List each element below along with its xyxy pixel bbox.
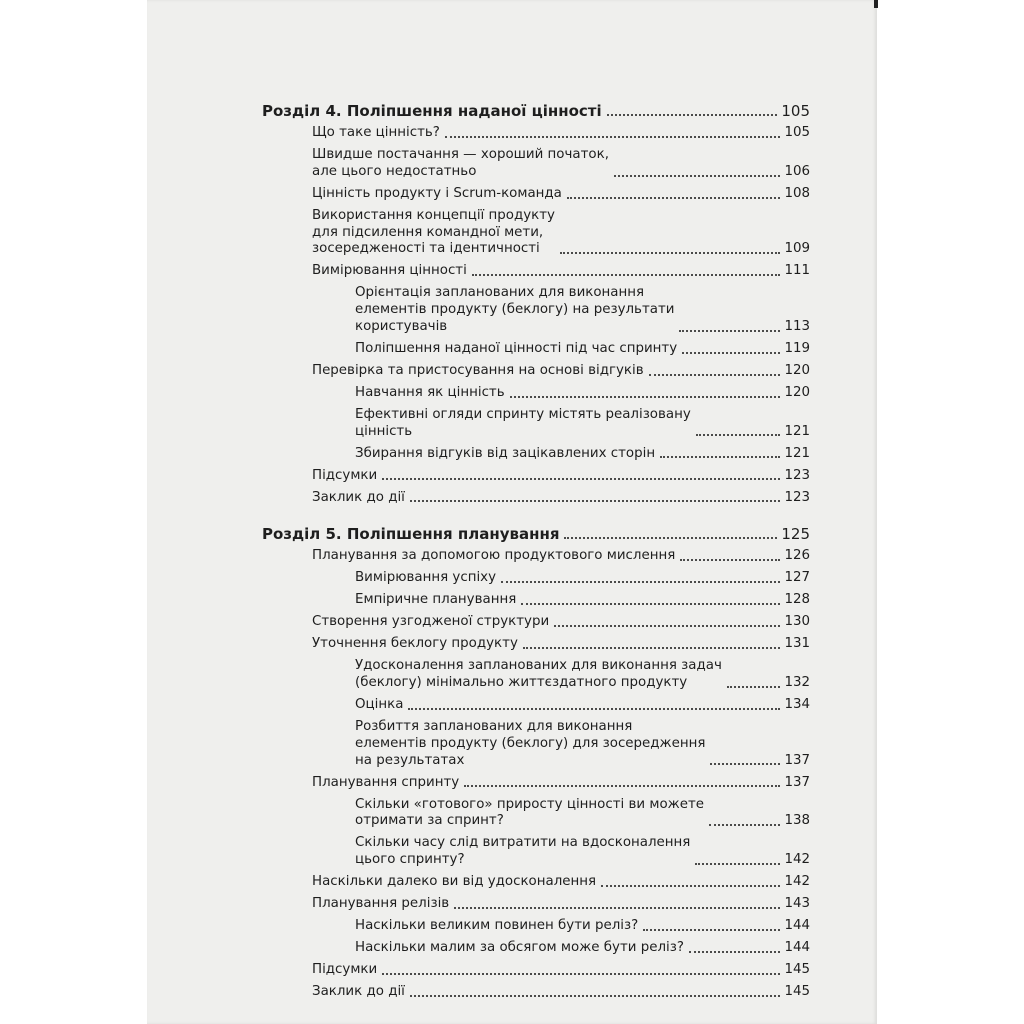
entry-title: Вимірювання цінності [312,263,467,279]
toc-section-entry [262,962,810,979]
toc-section-entry [262,186,810,203]
entry-title: Оцінка [355,697,404,713]
entry-title: Використання концепції продукту для підсилення командної мети, зосередженості та ідентичності [312,207,555,257]
dot-leader [680,559,780,561]
dot-leader [727,686,780,688]
entry-title: Створення узгодженої структури [312,614,550,630]
entry-title: Поліпшення наданої цінності під час спринту [355,340,678,356]
entry-title: Орієнтація запланованих для виконання елементів продукту (беклогу) на результати користувачів [355,285,675,334]
toc-section-entry [262,147,810,181]
dot-leader [696,434,780,436]
page-number: 137 [784,752,810,768]
dot-leader [695,863,780,865]
entry-title: Скільки часу слід витратити на вдосконалення цього спринту? [355,835,691,868]
entry-title: Наскільки великим повинен бути реліз? [355,918,639,934]
dot-leader [382,973,780,975]
dot-leader [560,252,780,254]
dot-leader [410,500,780,502]
page-number: 111 [784,263,810,279]
entry-title: Навчання як цінність [355,384,505,400]
dot-leader [643,929,780,931]
dot-leader [710,763,780,765]
entry-title: Підсумки [312,962,378,978]
toc-subsection-entry [262,570,810,587]
page-number: 113 [784,318,810,334]
toc-section-entry [262,548,810,565]
page-number: 128 [784,592,810,608]
toc-subsection-entry [262,385,810,402]
entry-title: Збирання відгуків від зацікавлених сторін [355,445,656,461]
page-number: 105 [781,102,810,120]
dot-leader [682,352,780,354]
entry-title: Заклик до дії [312,489,405,505]
dot-leader [564,537,777,539]
entry-title: Розбиття запланованих для виконання елементів продукту (беклогу) для зосередження на результатах [355,719,706,768]
page-number: 126 [784,548,810,564]
entry-title: Удосконалення запланованих для виконання задач (беклогу) мінімально життєздатного продукту [355,658,722,691]
entry-title: Підсумки [312,467,378,483]
toc-section-entry [262,490,810,507]
page-number: 143 [784,896,810,912]
entry-title: Вимірювання успіху [355,570,497,586]
page-number: 123 [784,489,810,505]
dot-leader [523,647,780,649]
toc-section-entry [262,614,810,631]
toc-section-entry [262,363,810,380]
entry-title: Планування за допомогою продуктового мислення [312,548,676,564]
entry-title: Заклик до дії [312,984,405,1000]
toc-section-entry [262,896,810,913]
toc-section-entry [262,263,810,280]
dot-leader [408,708,780,710]
dot-leader [521,603,780,605]
toc-subsection-entry [262,697,810,714]
toc-section-entry [262,984,810,1001]
page-number: 142 [784,852,810,868]
toc-section-entry [262,636,810,653]
page-number: 137 [784,774,810,790]
dot-leader [445,136,780,138]
dot-leader [649,374,780,376]
page-number: 144 [784,918,810,934]
dot-leader [601,885,780,887]
toc-section-entry [262,125,810,142]
entry-title: Емпіричне планування [355,592,517,608]
entry-title: Ефективні огляди спринту містять реалізовану цінність [355,406,691,439]
dot-leader [510,396,780,398]
page-number: 145 [784,962,810,978]
page-number: 109 [784,241,810,257]
dot-leader [454,907,780,909]
entry-title: Швидше постачання — хороший початок, але цього недостатньо [312,146,609,179]
dot-leader [567,197,780,199]
dot-leader [501,581,780,583]
page-number: 119 [784,340,810,356]
dot-leader [472,274,780,276]
dot-leader [382,478,780,480]
toc-section-entry [262,208,810,258]
dot-leader [689,951,780,953]
page-number: 145 [784,984,810,1000]
entry-title: Перевірка та пристосування на основі відгуків [312,362,644,378]
dot-leader [614,175,780,177]
toc-subsection-entry [262,940,810,957]
entry-title: Цінність продукту і Scrum-команда [312,185,562,201]
page-number: 130 [784,614,810,630]
toc-subsection-entry [262,285,810,335]
entry-title: Планування релізів [312,896,450,912]
toc-subsection-entry [262,719,810,769]
page-number: 106 [784,163,810,179]
toc-subsection-entry [262,797,810,831]
dot-leader [709,824,780,826]
dot-leader [554,625,780,627]
chapter-title: Розділ 4. Поліпшення наданої цінності [262,102,602,120]
entry-title: Наскільки далеко ви від удосконалення [312,874,597,890]
page-number: 123 [784,467,810,483]
toc-subsection-entry [262,658,810,692]
entry-title: Наскільки малим за обсягом може бути реліз? [355,940,684,956]
page-number: 120 [784,362,810,378]
dot-leader [410,995,780,997]
page-number: 108 [784,185,810,201]
toc-section-entry [262,468,810,485]
page-number: 131 [784,636,810,652]
toc-subsection-entry [262,407,810,441]
toc-subsection-entry [262,446,810,463]
page-corner-mark [874,0,878,8]
page-number: 138 [784,813,810,829]
entry-title: Уточнення беклогу продукту [312,636,518,652]
toc-subsection-entry [262,341,810,358]
entry-title: Планування спринту [312,774,460,790]
chapter-heading [262,103,810,120]
page-number: 144 [784,940,810,956]
page-number: 142 [784,874,810,890]
page-number: 120 [784,384,810,400]
dot-leader [660,456,780,458]
toc-subsection-entry [262,835,810,869]
page-number: 127 [784,570,810,586]
entry-title: Скільки «готового» приросту цінності ви можете отримати за спринт? [355,796,704,829]
page-number: 134 [784,697,810,713]
page-number: 121 [784,445,810,461]
page-number: 125 [781,525,810,544]
chapter-title: Розділ 5. Поліпшення планування [262,525,560,544]
dot-leader [464,785,780,787]
page-number: 121 [784,423,810,439]
table-of-contents [262,103,810,1001]
page-number: 105 [784,124,810,140]
page-number: 132 [784,675,810,691]
dot-leader [679,330,780,332]
entry-title: Що таке цінність? [312,124,440,140]
chapter-heading [262,526,810,543]
toc-subsection-entry [262,592,810,609]
dot-leader [607,114,778,116]
toc-subsection-entry [262,918,810,935]
toc-section-entry [262,775,810,792]
toc-section-entry [262,874,810,891]
